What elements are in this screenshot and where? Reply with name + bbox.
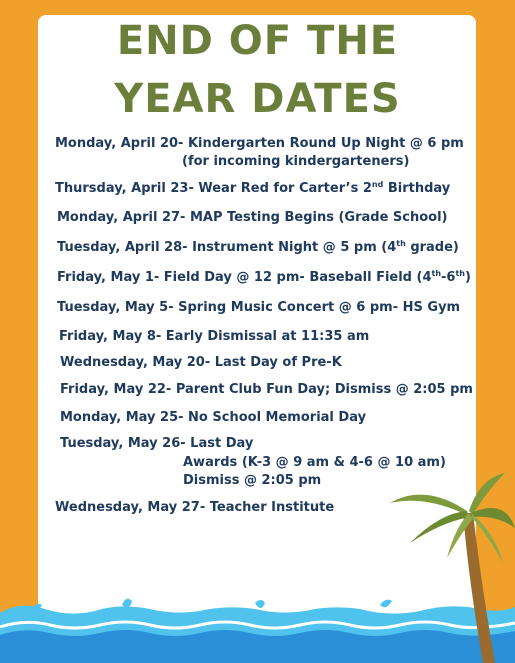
event-9: Monday, May 25- No School Memorial Day — [60, 410, 367, 425]
title-line-2: YEAR DATES — [114, 76, 401, 122]
palm-tree-icon — [385, 473, 515, 663]
event-3: Tuesday, April 28- Instrument Night @ 5 pm (4th grade) — [57, 239, 459, 255]
event-2: Monday, April 27- MAP Testing Begins (Grade School) — [57, 210, 448, 225]
event-10: Tuesday, May 26- Last Day — [60, 436, 254, 451]
event-0-note: (for incoming kindergarteners) — [182, 154, 410, 169]
event-4: Friday, May 1- Field Day @ 12 pm- Baseball Field (4th-6th) — [57, 269, 471, 285]
event-5: Tuesday, May 5- Spring Music Concert @ 6 pm- HS Gym — [57, 300, 461, 315]
event-1: Thursday, April 23- Wear Red for Carter’s 2nd Birthday — [55, 180, 451, 196]
event-0: Monday, April 20- Kindergarten Round Up Night @ 6 pm — [55, 136, 464, 151]
title-line-1: END OF THE — [116, 18, 399, 64]
event-7: Wednesday, May 20- Last Day of Pre-K — [60, 355, 342, 370]
event-10-dismiss: Dismiss @ 2:05 pm — [183, 473, 322, 488]
event-6: Friday, May 8- Early Dismissal at 11:35 am — [59, 329, 370, 344]
event-10-awards: Awards (K-3 @ 9 am & 4-6 @ 10 am) — [183, 455, 446, 470]
event-11: Wednesday, May 27- Teacher Institute — [55, 500, 335, 515]
event-8: Friday, May 22- Parent Club Fun Day; Dismiss @ 2:05 pm — [60, 382, 473, 397]
